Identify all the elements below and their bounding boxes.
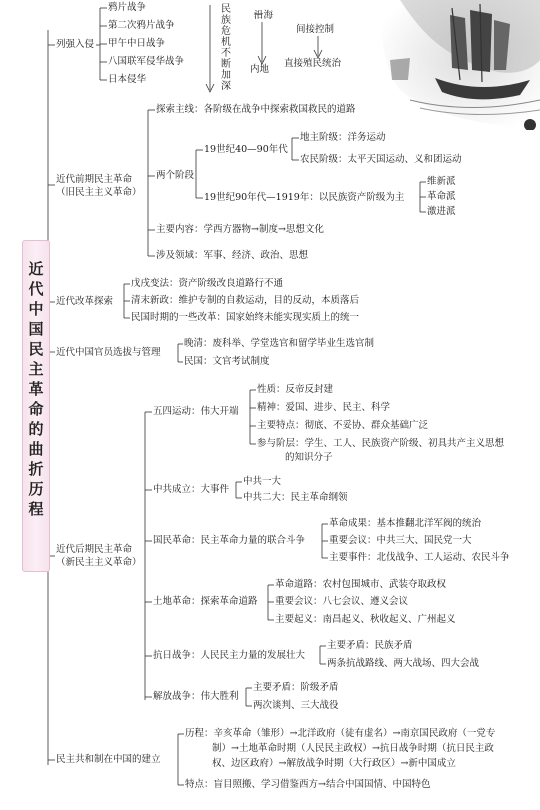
antijapan-item: 两条抗战路线、两大战场、四大会战 [327,658,480,669]
faction-item: 维新派 [427,176,456,187]
coast-label: 沿海 [254,10,274,21]
land-item: 重要会议：八七会议、遵义会议 [275,596,409,607]
reform-item: 民国时期的一些改革：国家始终未能实现实质上的统一 [131,312,360,323]
history-line: 历程：辛亥革命（雏形）→北洋政府（徒有虚名）→南京国民政府（一党专 [185,728,496,739]
liberation-item: 主要矛盾：阶级矛盾 [253,682,339,693]
may4-item-cont: 的知识分子 [285,452,333,463]
reform-item: 清末新政：维护专制的自救运动，目的反动，本质落后 [131,295,360,306]
crisis-text: 民族危机不断加深 [221,4,231,92]
land-item: 主要起义：南昌起义、秋收起义、广州起义 [275,614,456,625]
national-label: 国民革命：民主革命力量的联合斗争 [153,535,306,546]
faction-item: 革命派 [427,191,456,202]
indirect-control: 间接控制 [296,24,335,35]
history-line: 制）→土地革命时期（人民民主政权）→抗日战争时期（抗日民主政 [212,743,494,754]
inland-label: 内地 [250,64,270,75]
republic-label: 民主共和制在中国的建立 [56,754,161,765]
war-item: 日本侵华 [108,74,147,85]
early-sub: （旧民主主义革命） [56,187,142,198]
page-title: 近代中国民主革命的曲折历程 [28,260,44,518]
main-line: 探索主线：各阶级在战争中探索救国救民的道路 [156,104,356,115]
late-label: 近代后期民主革命 [56,544,133,555]
may4-item: 精神：爱国、进步、民主、科学 [257,402,391,413]
national-item: 革命成果：基本推翻北洋军阀的统治 [329,518,482,529]
faction-item: 激进派 [427,206,456,217]
land-item: 革命道路：农村包围城市、武装夺取政权 [275,579,447,590]
cpc-label: 中共成立：大事件 [153,484,230,495]
antijapan-label: 抗日战争：人民民主力量的发展壮大 [153,650,306,661]
stage2: 19世纪90年代—1919年：以民族资产阶级为主 [204,192,405,203]
liberation-label: 解放战争：伟大胜利 [153,691,239,702]
may4-label: 五四运动：伟大开端 [153,406,239,417]
early-label: 近代前期民主革命 [56,174,133,185]
cpc-item: 中共一大 [243,476,282,487]
liberation-item: 两次谈判、三大战役 [253,700,339,711]
stage1: 19世纪40—90年代 [204,144,288,155]
invasion-label: 列强入侵 [56,39,95,50]
national-item: 重要会议：中共三大、国民党一大 [329,535,472,546]
may4-item: 参与阶层：学生、工人、民族资产阶级、初具共产主义思想 [257,438,505,449]
antijapan-item: 主要矛盾：民族矛盾 [327,640,413,651]
title-panel [22,240,50,572]
official-label: 近代中国官员选拔与管理 [56,347,161,358]
war-item: 第二次鸦片战争 [108,20,175,31]
landlord: 地主阶级：洋务运动 [300,132,386,143]
may4-item: 主要特点：彻底、不妥协、群众基础广泛 [257,420,429,431]
official-item: 晚清：废科举、学堂选官和留学毕业生选官制 [184,338,375,349]
direct-rule: 直接殖民统治 [284,58,342,69]
national-item: 主要事件：北伐战争、工人运动、农民斗争 [329,552,510,563]
peasant: 农民阶级：太平天国运动、义和团运动 [300,154,462,165]
may4-item: 性质：反帝反封建 [257,384,334,395]
official-item: 民国：文官考试制度 [184,356,270,367]
main-content: 主要内容：学西方器物→制度→思想文化 [156,224,324,235]
reform-label: 近代改革探索 [56,296,114,307]
war-item: 甲午中日战争 [108,38,166,49]
history-line: 权、边区政府）→解放战争时期（大行政区）→新中国成立 [212,758,456,769]
war-item: 八国联军侵华战争 [108,56,185,67]
late-sub: （新民主主义革命） [56,557,142,568]
features-line: 特点：盲目照搬、学习借鉴西方→结合中国国情、中国特色 [185,779,431,790]
cpc-item: 中共二大：民主革命纲领 [243,492,348,503]
land-label: 土地革命：探索革命道路 [153,596,258,607]
fields: 涉及领域：军事、经济、政治、思想 [156,250,309,261]
war-item: 鸦片战争 [108,2,147,13]
stages-label: 两个阶段 [156,170,195,181]
reform-item: 戊戌变法：资产阶级改良道路行不通 [131,278,284,289]
